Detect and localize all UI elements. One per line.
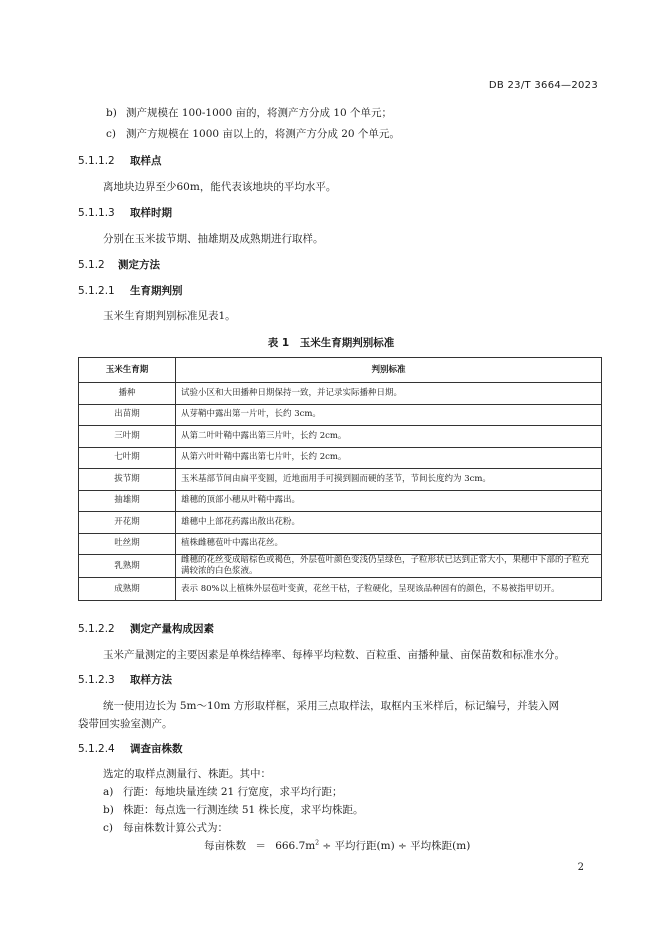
table-row <box>79 469 602 491</box>
table-caption: 表 1 玉米生育期判别标准 <box>267 337 395 349</box>
criteria-cell: 雌穗的花丝变成暗棕色或褐色，外层苞叶颜色变浅仍呈绿色，子粒形状已达到正常大小，果穗中下部的子粒充满较浓的白色浆液。 <box>176 555 602 578</box>
criteria-cell: 试验小区和大田播种日期保持一致，并记录实际播种日期。 <box>176 383 602 405</box>
table-header-row <box>79 358 602 383</box>
list-item <box>103 803 364 817</box>
table-row <box>79 490 602 512</box>
section-heading-5-1-2 <box>78 258 160 272</box>
section-heading-5-1-2-4 <box>78 742 183 756</box>
list-text: 行距：每地块量连续 21 行宽度，求平均行距； <box>123 786 343 798</box>
criteria-cell: 雄穗的顶部小穗从叶鞘中露出。 <box>176 490 602 512</box>
section-heading-5-1-1-3 <box>78 206 172 220</box>
criteria-cell: 植株雌穗苞叶中露出花丝。 <box>176 533 602 555</box>
criteria-cell: 玉米基部节间由扁平变圆，近地面用手可摸到圆而硬的茎节，节间长度约为 3cm。 <box>176 469 602 491</box>
list-text: 测产规模在 100-1000 亩的，将测产方分成 10 个单元； <box>126 107 393 119</box>
paragraph: 分别在玉米拔节期、抽雄期及成熟期进行取样。 <box>103 233 324 245</box>
stage-cell: 成熟期 <box>79 578 176 601</box>
list-marker: a) <box>103 786 114 798</box>
section-number: 5.1.2.2 <box>78 623 115 635</box>
section-title: 测定产量构成因素 <box>130 623 214 635</box>
stage-cell: 七叶期 <box>79 447 176 469</box>
paragraph: 离地块边界至少60m，能代表该地块的平均水平。 <box>103 181 337 193</box>
list-item <box>103 785 343 799</box>
column-header: 玉米生育期 <box>79 358 176 383</box>
criteria-cell: 雄穗中上部花药露出散出花粉。 <box>176 512 602 534</box>
section-title: 取样时期 <box>130 207 172 219</box>
section-number: 5.1.2.1 <box>78 285 115 297</box>
list-item <box>103 821 228 835</box>
table-row <box>79 555 602 578</box>
formula-equals: ＝ <box>255 840 266 852</box>
paragraph: 统一使用边长为 5m～10m 方形取样框，采用三点取样法，取框内玉米样后，标记编号，并装入网 <box>103 700 560 712</box>
paragraph: 玉米产量测定的主要因素是单株结棒率、每棒平均粒数、百粒重、亩播种量、亩保苗数和标准水分。 <box>103 649 565 661</box>
list-marker: b) <box>106 107 117 119</box>
stage-cell: 播种 <box>79 383 176 405</box>
table-row <box>79 447 602 469</box>
section-number: 5.1.1.3 <box>78 207 115 219</box>
stage-cell: 出苗期 <box>79 404 176 426</box>
table-row <box>79 383 602 405</box>
criteria-cell: 从第六叶叶鞘中露出第七片叶，长约 2cm。 <box>176 447 602 469</box>
stage-cell: 抽雄期 <box>79 490 176 512</box>
section-title: 取样方法 <box>130 674 172 686</box>
list-marker: c) <box>103 822 113 834</box>
list-text: 每亩株数计算公式为： <box>123 822 228 834</box>
section-title: 生育期判别 <box>130 285 183 297</box>
page-number: 2 <box>577 862 584 873</box>
column-header: 判别标准 <box>176 358 602 383</box>
formula-area: 666.7m <box>275 840 316 852</box>
table-row <box>79 404 602 426</box>
section-title: 取样点 <box>130 155 162 167</box>
table-row <box>79 512 602 534</box>
list-item <box>106 106 392 120</box>
paragraph: 选定的取样点测量行、株距。其中： <box>103 768 271 780</box>
formula-rhs: ÷ 平均行距(m) ÷ 平均株距(m) <box>322 840 471 852</box>
criteria-cell: 从第二叶叶鞘中露出第三片叶，长约 2cm。 <box>176 426 602 448</box>
stage-cell: 开花期 <box>79 512 176 534</box>
stage-cell: 乳熟期 <box>79 555 176 578</box>
plants-per-mu-formula <box>204 838 470 853</box>
section-title: 测定方法 <box>118 259 160 271</box>
list-marker: b) <box>103 804 114 816</box>
criteria-cell: 从芽鞘中露出第一片叶，长约 3cm。 <box>176 404 602 426</box>
section-number: 5.1.2 <box>78 259 105 271</box>
section-number: 5.1.2.4 <box>78 743 115 755</box>
section-heading-5-1-2-3 <box>78 673 172 687</box>
list-marker: c) <box>106 128 116 140</box>
section-heading-5-1-2-1 <box>78 284 183 298</box>
section-number: 5.1.1.2 <box>78 155 115 167</box>
paragraph-continued: 袋带回实验室测产。 <box>78 718 173 730</box>
growth-stage-table <box>78 357 602 601</box>
table-row <box>79 533 602 555</box>
section-number: 5.1.2.3 <box>78 674 115 686</box>
section-title: 调查亩株数 <box>130 743 183 755</box>
section-heading-5-1-1-2 <box>78 154 162 168</box>
formula-superscript: 2 <box>315 839 320 847</box>
formula-lhs: 每亩株数 <box>204 840 246 852</box>
list-text: 株距：每点选一行测连续 51 株长度，求平均株距。 <box>123 804 364 816</box>
list-text: 测产方规模在 1000 亩以上的，将测产方分成 20 个单元。 <box>126 128 400 140</box>
document-id: DB 23/T 3664—2023 <box>488 80 598 91</box>
paragraph: 玉米生育期判别标准见表1。 <box>103 310 236 322</box>
list-item <box>106 127 400 141</box>
criteria-cell: 表示 80%以上植株外层苞叶变黄，花丝干枯，子粒硬化，呈现该品种固有的颜色，不易被指甲切开。 <box>176 578 602 601</box>
stage-cell: 三叶期 <box>79 426 176 448</box>
table-row <box>79 578 602 601</box>
section-heading-5-1-2-2 <box>78 622 214 636</box>
stage-cell: 吐丝期 <box>79 533 176 555</box>
stage-cell: 拔节期 <box>79 469 176 491</box>
table-row <box>79 426 602 448</box>
